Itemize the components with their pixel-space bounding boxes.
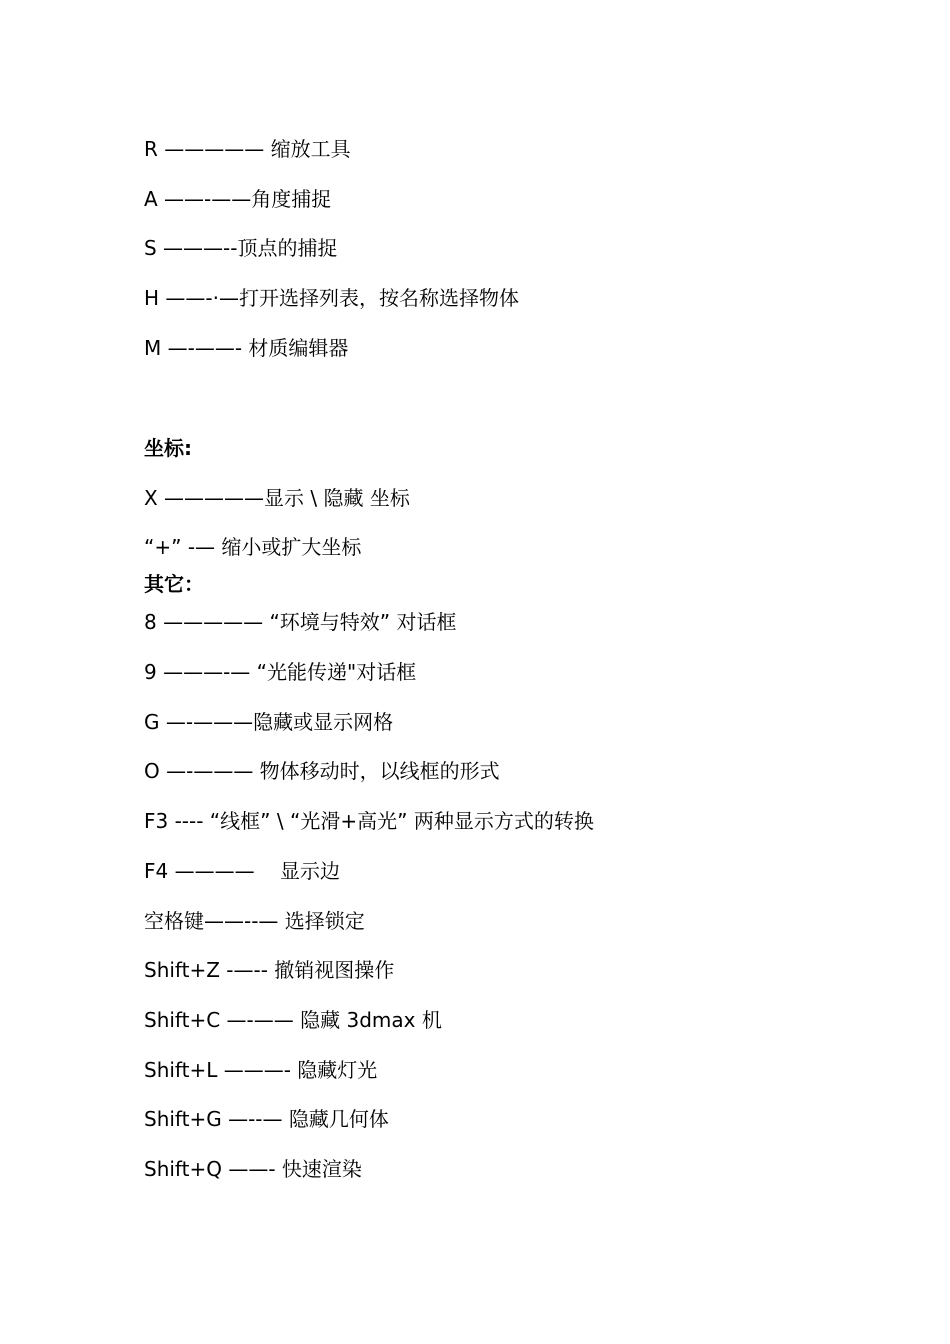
shortcut-plus: “+” -— 缩小或扩大坐标: [144, 535, 362, 559]
shortcut-f3: F3 ---- “线框” \ “光滑+高光” 两种显示方式的转换: [144, 809, 594, 833]
shortcut-h: H ——-·—打开选择列表，按名称选择物体: [144, 286, 519, 310]
shortcut-shift-q: Shift+Q ——- 快速渲染: [144, 1157, 362, 1181]
heading-others: 其它：: [144, 572, 204, 596]
heading-coordinates: 坐标:: [144, 436, 192, 460]
shortcut-a: A ——-——角度捕捉: [144, 187, 332, 211]
shortcut-9: 9 ———-— “光能传递"对话框: [144, 660, 417, 684]
shortcut-f4: F4 ———— 显示边: [144, 859, 341, 883]
shortcut-8: 8 ————— “环境与特效” 对话框: [144, 610, 457, 634]
shortcut-s: S ———--顶点的捕捉: [144, 236, 338, 260]
shortcut-space: 空格键——--— 选择锁定: [144, 909, 365, 933]
shortcut-r: R ————— 缩放工具: [144, 137, 351, 161]
shortcut-m: M —-——- 材质编辑器: [144, 336, 349, 360]
shortcut-shift-g: Shift+G —--— 隐藏几何体: [144, 1107, 389, 1131]
shortcut-o: O —-——— 物体移动时，以线框的形式: [144, 759, 500, 783]
shortcut-shift-z: Shift+Z -—-- 撤销视图操作: [144, 958, 395, 982]
shortcut-shift-c: Shift+C —-—— 隐藏 3dmax 机: [144, 1008, 442, 1032]
shortcut-g: G —-———隐藏或显示网格: [144, 710, 394, 734]
shortcut-shift-l: Shift+L ———- 隐藏灯光: [144, 1058, 378, 1082]
shortcut-x: X —————显示 \ 隐藏 坐标: [144, 486, 410, 510]
